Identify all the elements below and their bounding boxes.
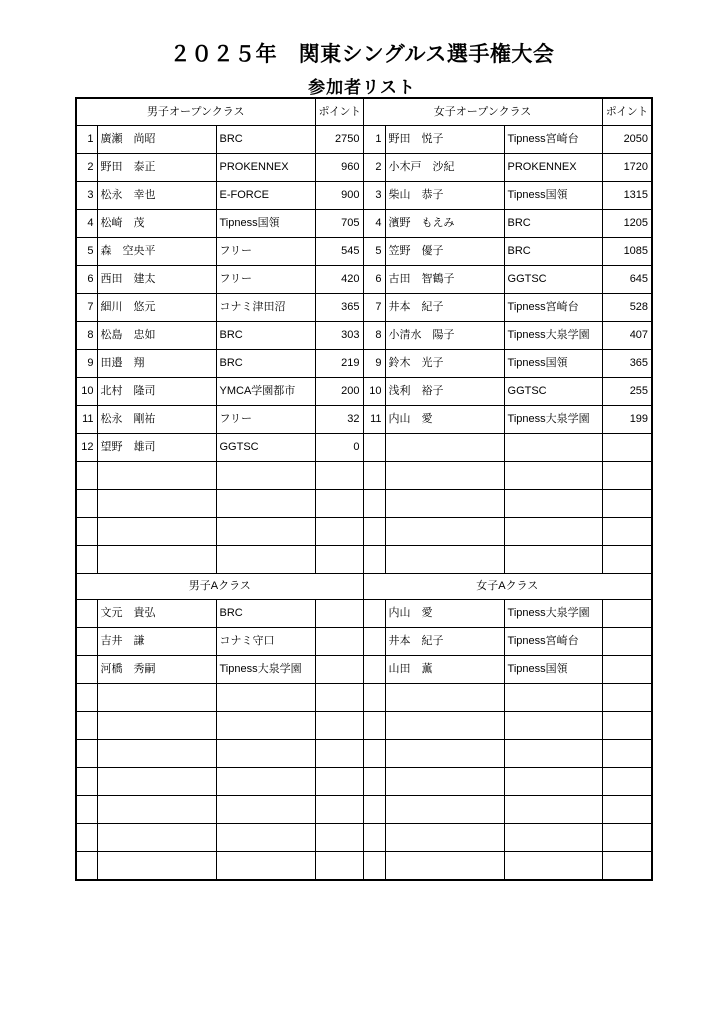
row-number-cell <box>76 600 97 628</box>
points-cell <box>602 600 652 628</box>
row-number-cell <box>76 546 97 574</box>
points-cell: 1085 <box>602 238 652 266</box>
points-cell: 545 <box>315 238 363 266</box>
name-cell <box>385 546 504 574</box>
club-cell: BRC <box>216 126 315 154</box>
club-cell: GGTSC <box>504 266 602 294</box>
name-cell: 浅利 裕子 <box>385 378 504 406</box>
name-cell <box>97 712 216 740</box>
row-number-cell: 4 <box>76 210 97 238</box>
club-cell: Tipness国領 <box>504 350 602 378</box>
row-number-cell <box>76 518 97 546</box>
points-cell <box>315 740 363 768</box>
points-cell <box>602 852 652 881</box>
club-cell: フリー <box>216 238 315 266</box>
name-cell: 望野 雄司 <box>97 434 216 462</box>
club-cell: GGTSC <box>216 434 315 462</box>
points-cell <box>602 684 652 712</box>
row-number-cell <box>76 656 97 684</box>
name-cell: 井本 紀子 <box>385 628 504 656</box>
name-cell <box>97 740 216 768</box>
points-cell: 2050 <box>602 126 652 154</box>
club-cell <box>216 684 315 712</box>
points-cell <box>602 518 652 546</box>
points-cell <box>602 712 652 740</box>
row-number-cell <box>363 434 385 462</box>
points-cell <box>602 796 652 824</box>
mens-a-header: 男子Aクラス <box>76 574 363 600</box>
row-number-cell <box>76 628 97 656</box>
row-number-cell: 3 <box>363 182 385 210</box>
points-cell <box>315 656 363 684</box>
row-number-cell <box>363 490 385 518</box>
name-cell: 細川 悠元 <box>97 294 216 322</box>
points-cell <box>602 546 652 574</box>
row-number-cell: 1 <box>76 126 97 154</box>
row-number-cell: 6 <box>363 266 385 294</box>
club-cell <box>504 796 602 824</box>
points-cell: 32 <box>315 406 363 434</box>
club-cell <box>504 712 602 740</box>
club-cell: BRC <box>504 238 602 266</box>
name-cell: 廣瀬 尚昭 <box>97 126 216 154</box>
club-cell: E-FORCE <box>216 182 315 210</box>
points-cell: 2750 <box>315 126 363 154</box>
row-number-cell <box>76 740 97 768</box>
womens-a-header: 女子Aクラス <box>363 574 652 600</box>
row-number-cell: 2 <box>363 154 385 182</box>
points-cell: 960 <box>315 154 363 182</box>
row-number-cell <box>76 852 97 881</box>
name-cell <box>385 824 504 852</box>
name-cell: 野田 泰正 <box>97 154 216 182</box>
club-cell: PROKENNEX <box>504 154 602 182</box>
row-number-cell: 9 <box>76 350 97 378</box>
club-cell: Tipness大泉学園 <box>504 322 602 350</box>
name-cell: 笠野 優子 <box>385 238 504 266</box>
points-cell <box>602 490 652 518</box>
club-cell: YMCA学園都市 <box>216 378 315 406</box>
points-header-left: ポイント <box>315 98 363 126</box>
points-cell: 200 <box>315 378 363 406</box>
club-cell <box>216 462 315 490</box>
name-cell: 山田 薫 <box>385 656 504 684</box>
points-cell <box>315 628 363 656</box>
club-cell: Tipness国領 <box>504 182 602 210</box>
name-cell: 田邉 翔 <box>97 350 216 378</box>
row-number-cell <box>363 824 385 852</box>
points-cell: 1315 <box>602 182 652 210</box>
row-number-cell <box>76 490 97 518</box>
club-cell: Tipness国領 <box>504 656 602 684</box>
club-cell <box>504 852 602 881</box>
club-cell <box>216 712 315 740</box>
points-cell <box>315 684 363 712</box>
row-number-cell <box>363 628 385 656</box>
name-cell <box>97 518 216 546</box>
name-cell <box>97 852 216 881</box>
points-cell <box>602 740 652 768</box>
row-number-cell: 9 <box>363 350 385 378</box>
points-cell: 407 <box>602 322 652 350</box>
club-cell <box>216 518 315 546</box>
points-cell <box>315 462 363 490</box>
points-cell <box>315 824 363 852</box>
points-cell <box>602 824 652 852</box>
points-cell <box>602 768 652 796</box>
club-cell: BRC <box>216 350 315 378</box>
row-number-cell <box>363 852 385 881</box>
points-cell <box>602 462 652 490</box>
club-cell <box>216 852 315 881</box>
row-number-cell <box>363 796 385 824</box>
points-cell: 365 <box>602 350 652 378</box>
name-cell: 吉井 謙 <box>97 628 216 656</box>
points-cell <box>315 768 363 796</box>
club-cell: Tipness大泉学園 <box>504 406 602 434</box>
name-cell: 松永 剛祐 <box>97 406 216 434</box>
club-cell <box>216 490 315 518</box>
name-cell: 小清水 陽子 <box>385 322 504 350</box>
club-cell: Tipness宮崎台 <box>504 628 602 656</box>
page-title: ２０２５年 関東シングルス選手権大会 <box>169 43 555 66</box>
name-cell: 松島 忠如 <box>97 322 216 350</box>
club-cell <box>216 768 315 796</box>
points-cell: 255 <box>602 378 652 406</box>
mens-open-header: 男子オープンクラス <box>76 98 315 126</box>
points-cell: 420 <box>315 266 363 294</box>
club-cell: BRC <box>216 322 315 350</box>
points-cell <box>315 600 363 628</box>
row-number-cell: 12 <box>76 434 97 462</box>
club-cell: Tipness大泉学園 <box>216 656 315 684</box>
club-cell: Tipness国領 <box>216 210 315 238</box>
row-number-cell <box>363 712 385 740</box>
row-number-cell <box>363 684 385 712</box>
club-cell <box>216 824 315 852</box>
name-cell <box>385 518 504 546</box>
row-number-cell: 5 <box>76 238 97 266</box>
row-number-cell <box>363 740 385 768</box>
row-number-cell <box>76 712 97 740</box>
club-cell <box>504 490 602 518</box>
points-cell <box>602 656 652 684</box>
row-number-cell <box>363 768 385 796</box>
name-cell <box>97 768 216 796</box>
club-cell: フリー <box>216 266 315 294</box>
name-cell: 河橋 秀嗣 <box>97 656 216 684</box>
points-cell <box>315 546 363 574</box>
club-cell: PROKENNEX <box>216 154 315 182</box>
points-cell: 365 <box>315 294 363 322</box>
row-number-cell: 10 <box>76 378 97 406</box>
name-cell <box>97 824 216 852</box>
points-cell <box>315 852 363 881</box>
club-cell: コナミ津田沼 <box>216 294 315 322</box>
row-number-cell: 8 <box>363 322 385 350</box>
row-number-cell: 7 <box>363 294 385 322</box>
club-cell <box>504 684 602 712</box>
name-cell <box>385 852 504 881</box>
name-cell <box>97 462 216 490</box>
points-cell: 900 <box>315 182 363 210</box>
name-cell: 内山 愛 <box>385 406 504 434</box>
points-cell <box>315 518 363 546</box>
name-cell <box>385 740 504 768</box>
name-cell: 松崎 茂 <box>97 210 216 238</box>
points-cell <box>315 796 363 824</box>
name-cell <box>97 546 216 574</box>
name-cell: 内山 愛 <box>385 600 504 628</box>
row-number-cell <box>76 768 97 796</box>
points-cell: 199 <box>602 406 652 434</box>
points-cell: 1205 <box>602 210 652 238</box>
points-header-right: ポイント <box>602 98 652 126</box>
points-cell: 0 <box>315 434 363 462</box>
club-cell: Tipness宮崎台 <box>504 126 602 154</box>
row-number-cell: 6 <box>76 266 97 294</box>
points-cell <box>602 434 652 462</box>
points-cell <box>315 490 363 518</box>
club-cell <box>504 462 602 490</box>
club-cell: GGTSC <box>504 378 602 406</box>
name-cell <box>97 796 216 824</box>
club-cell <box>216 796 315 824</box>
row-number-cell <box>363 600 385 628</box>
name-cell <box>97 490 216 518</box>
row-number-cell <box>76 462 97 490</box>
club-cell <box>504 518 602 546</box>
row-number-cell: 2 <box>76 154 97 182</box>
points-cell: 528 <box>602 294 652 322</box>
row-number-cell: 5 <box>363 238 385 266</box>
name-cell <box>385 712 504 740</box>
name-cell: 西田 建太 <box>97 266 216 294</box>
row-number-cell: 11 <box>76 406 97 434</box>
points-cell: 1720 <box>602 154 652 182</box>
club-cell <box>504 824 602 852</box>
row-number-cell <box>363 518 385 546</box>
name-cell: 北村 隆司 <box>97 378 216 406</box>
name-cell: 野田 悦子 <box>385 126 504 154</box>
page-subtitle: 参加者リスト <box>308 78 416 97</box>
name-cell <box>385 462 504 490</box>
club-cell <box>504 740 602 768</box>
name-cell <box>97 684 216 712</box>
points-cell: 303 <box>315 322 363 350</box>
points-cell: 219 <box>315 350 363 378</box>
points-cell: 645 <box>602 266 652 294</box>
row-number-cell <box>76 824 97 852</box>
participant-grid <box>75 97 653 881</box>
club-cell: コナミ守口 <box>216 628 315 656</box>
name-cell: 森 空央平 <box>97 238 216 266</box>
name-cell <box>385 490 504 518</box>
row-number-cell: 8 <box>76 322 97 350</box>
club-cell <box>504 434 602 462</box>
club-cell: Tipness大泉学園 <box>504 600 602 628</box>
row-number-cell: 3 <box>76 182 97 210</box>
name-cell <box>385 434 504 462</box>
name-cell <box>385 796 504 824</box>
name-cell: 松永 幸也 <box>97 182 216 210</box>
name-cell: 井本 紀子 <box>385 294 504 322</box>
row-number-cell <box>363 462 385 490</box>
row-number-cell: 1 <box>363 126 385 154</box>
name-cell: 濱野 もえみ <box>385 210 504 238</box>
club-cell: BRC <box>504 210 602 238</box>
points-cell <box>602 628 652 656</box>
points-cell <box>315 712 363 740</box>
club-cell <box>504 768 602 796</box>
name-cell: 柴山 恭子 <box>385 182 504 210</box>
club-cell: Tipness宮崎台 <box>504 294 602 322</box>
row-number-cell: 10 <box>363 378 385 406</box>
name-cell <box>385 768 504 796</box>
row-number-cell <box>76 684 97 712</box>
row-number-cell: 4 <box>363 210 385 238</box>
name-cell: 鈴木 光子 <box>385 350 504 378</box>
name-cell <box>385 684 504 712</box>
club-cell <box>504 546 602 574</box>
club-cell: フリー <box>216 406 315 434</box>
points-cell: 705 <box>315 210 363 238</box>
club-cell <box>216 740 315 768</box>
row-number-cell: 7 <box>76 294 97 322</box>
row-number-cell <box>76 796 97 824</box>
row-number-cell: 11 <box>363 406 385 434</box>
club-cell: BRC <box>216 600 315 628</box>
club-cell <box>216 546 315 574</box>
name-cell: 古田 智鶴子 <box>385 266 504 294</box>
womens-open-header: 女子オープンクラス <box>363 98 602 126</box>
row-number-cell <box>363 546 385 574</box>
name-cell: 文元 貴弘 <box>97 600 216 628</box>
row-number-cell <box>363 656 385 684</box>
name-cell: 小木戸 沙紀 <box>385 154 504 182</box>
